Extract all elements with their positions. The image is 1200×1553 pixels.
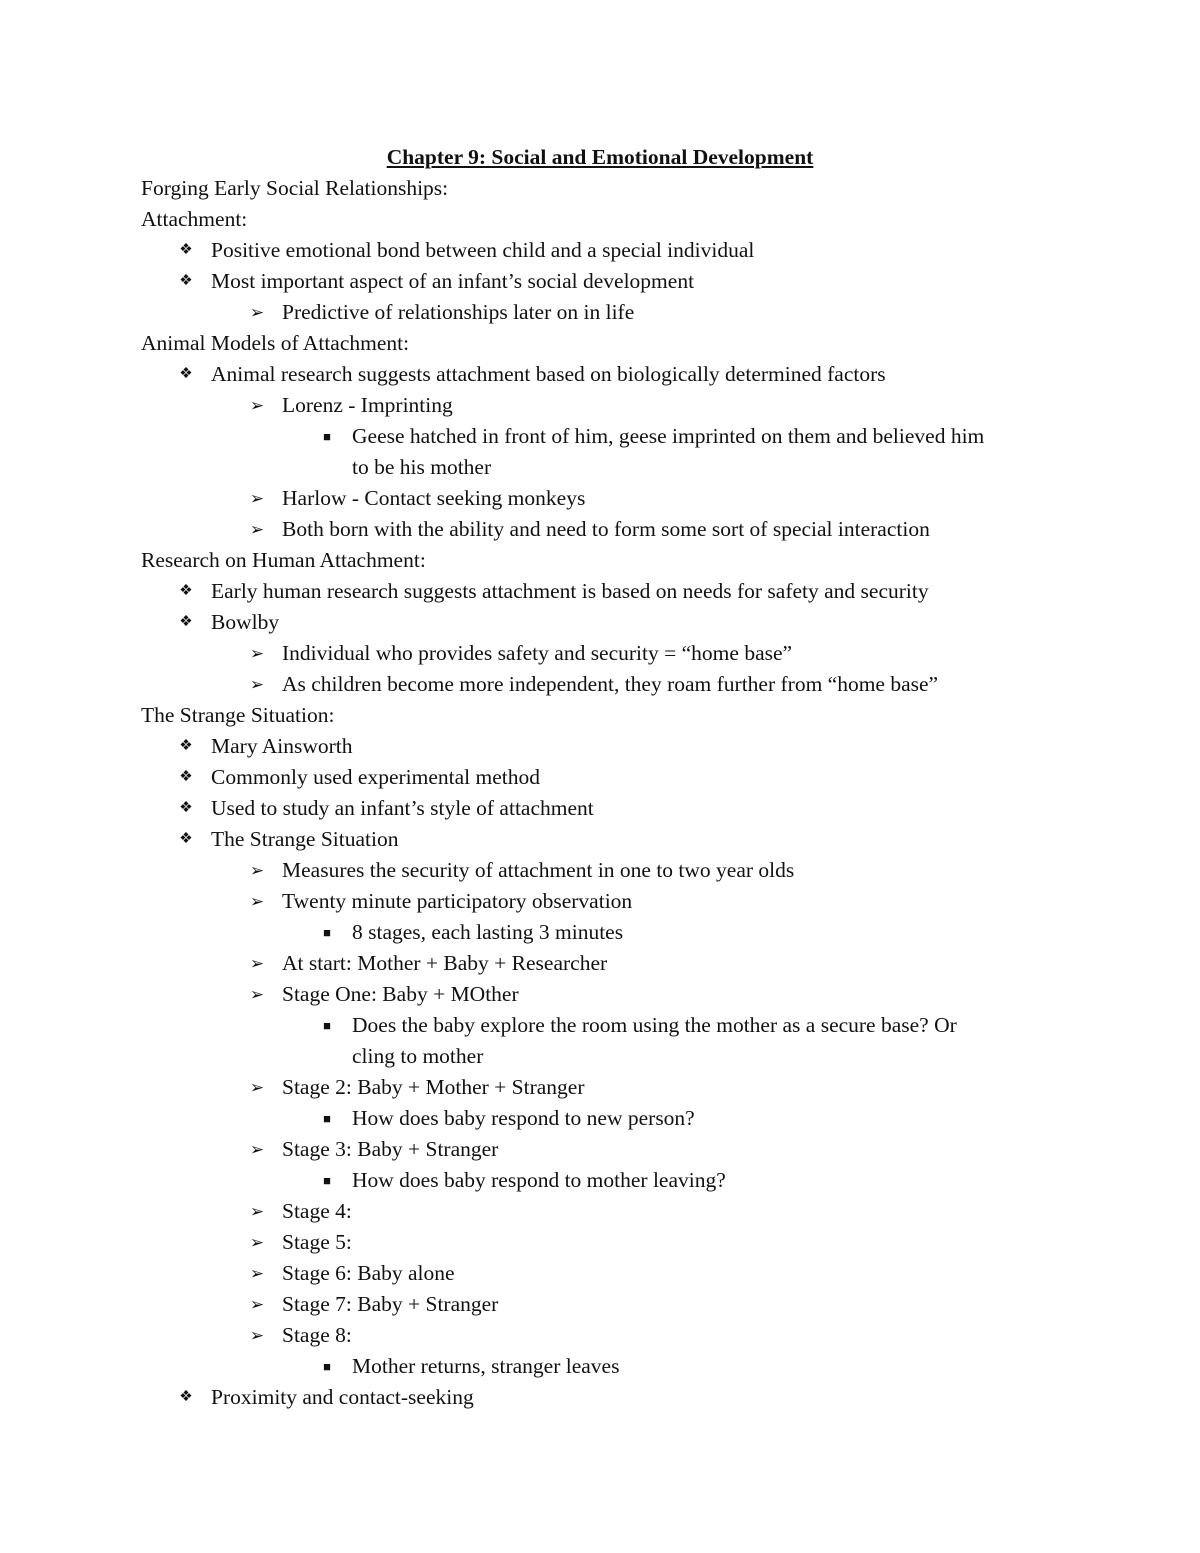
line-text: As children become more independent, they roam further from “home base” [282,672,939,696]
arrow-bullet-icon: ➢ [249,1295,265,1314]
square-bullet-icon: ■ [323,429,331,444]
line-text: to be his mother [352,455,492,479]
line-text: Proximity and contact-seeking [211,1385,474,1409]
arrow-bullet-icon: ➢ [249,1233,265,1252]
arrow-bullet-icon: ➢ [249,892,265,911]
arrow-bullet-icon: ➢ [249,675,265,694]
line-text: Commonly used experimental method [211,765,541,789]
line-text: The Strange Situation: [141,703,335,727]
line-text: Stage 8: [282,1323,352,1347]
diamond-bullet-icon: ❖ [179,273,193,289]
line-text: Forging Early Social Relationships: [141,176,449,200]
arrow-bullet-icon: ➢ [249,1078,265,1097]
line-text: Lorenz - Imprinting [282,393,453,417]
diamond-bullet-icon: ❖ [179,800,193,816]
line-text: Animal research suggests attachment based on biologically determined factors [211,362,886,386]
diamond-bullet-icon: ❖ [179,583,193,599]
line-text: How does baby respond to new person? [352,1106,695,1130]
line-text: Stage 7: Baby + Stranger [282,1292,499,1316]
document-title: Chapter 9: Social and Emotional Development [386,145,814,169]
arrow-bullet-icon: ➢ [249,1264,265,1283]
line-text: Early human research suggests attachment is based on needs for safety and security [211,579,929,603]
line-text: Geese hatched in front of him, geese imprinted on them and believed him [352,424,985,448]
line-text: Positive emotional bond between child and a special individual [211,238,755,262]
line-text: Predictive of relationships later on in life [282,300,635,324]
line-text: cling to mother [352,1044,484,1068]
diamond-bullet-icon: ❖ [179,769,193,785]
arrow-bullet-icon: ➢ [249,644,265,663]
line-text: Both born with the ability and need to form some sort of special interaction [282,517,930,541]
line-text: Bowlby [211,610,280,634]
line-text: Mary Ainsworth [211,734,353,758]
square-bullet-icon: ■ [323,925,331,940]
arrow-bullet-icon: ➢ [249,985,265,1004]
square-bullet-icon: ■ [323,1173,331,1188]
line-text: Measures the security of attachment in one to two year olds [282,858,795,882]
line-text: 8 stages, each lasting 3 minutes [352,920,624,944]
line-text: At start: Mother + Baby + Researcher [282,951,608,975]
line-text: Twenty minute participatory observation [282,889,633,913]
diamond-bullet-icon: ❖ [179,614,193,630]
square-bullet-icon: ■ [323,1359,331,1374]
arrow-bullet-icon: ➢ [249,303,265,322]
line-text: Stage 3: Baby + Stranger [282,1137,499,1161]
diamond-bullet-icon: ❖ [179,366,193,382]
diamond-bullet-icon: ❖ [179,1389,193,1405]
arrow-bullet-icon: ➢ [249,1326,265,1345]
square-bullet-icon: ■ [323,1018,331,1033]
line-text: Stage One: Baby + MOther [282,982,519,1006]
arrow-bullet-icon: ➢ [249,861,265,880]
square-bullet-icon: ■ [323,1111,331,1126]
diamond-bullet-icon: ❖ [179,242,193,258]
arrow-bullet-icon: ➢ [249,520,265,539]
arrow-bullet-icon: ➢ [249,1140,265,1159]
line-text: The Strange Situation [211,827,399,851]
line-text: Research on Human Attachment: [141,548,426,572]
line-text: Stage 5: [282,1230,352,1254]
line-text: Attachment: [141,207,248,231]
arrow-bullet-icon: ➢ [249,1202,265,1221]
line-text: Individual who provides safety and security = “home base” [282,641,793,665]
line-text: How does baby respond to mother leaving? [352,1168,726,1192]
line-text: Mother returns, stranger leaves [352,1354,620,1378]
line-text: Does the baby explore the room using the mother as a secure base? Or [352,1013,957,1037]
diamond-bullet-icon: ❖ [179,831,193,847]
arrow-bullet-icon: ➢ [249,954,265,973]
line-text: Animal Models of Attachment: [141,331,410,355]
arrow-bullet-icon: ➢ [249,396,265,415]
line-text: Stage 4: [282,1199,352,1223]
line-text: Used to study an infant’s style of attachment [211,796,594,820]
arrow-bullet-icon: ➢ [249,489,265,508]
line-text: Harlow - Contact seeking monkeys [282,486,586,510]
line-text: Most important aspect of an infant’s social development [211,269,695,293]
line-text: Stage 2: Baby + Mother + Stranger [282,1075,585,1099]
diamond-bullet-icon: ❖ [179,738,193,754]
line-text: Stage 6: Baby alone [282,1261,455,1285]
